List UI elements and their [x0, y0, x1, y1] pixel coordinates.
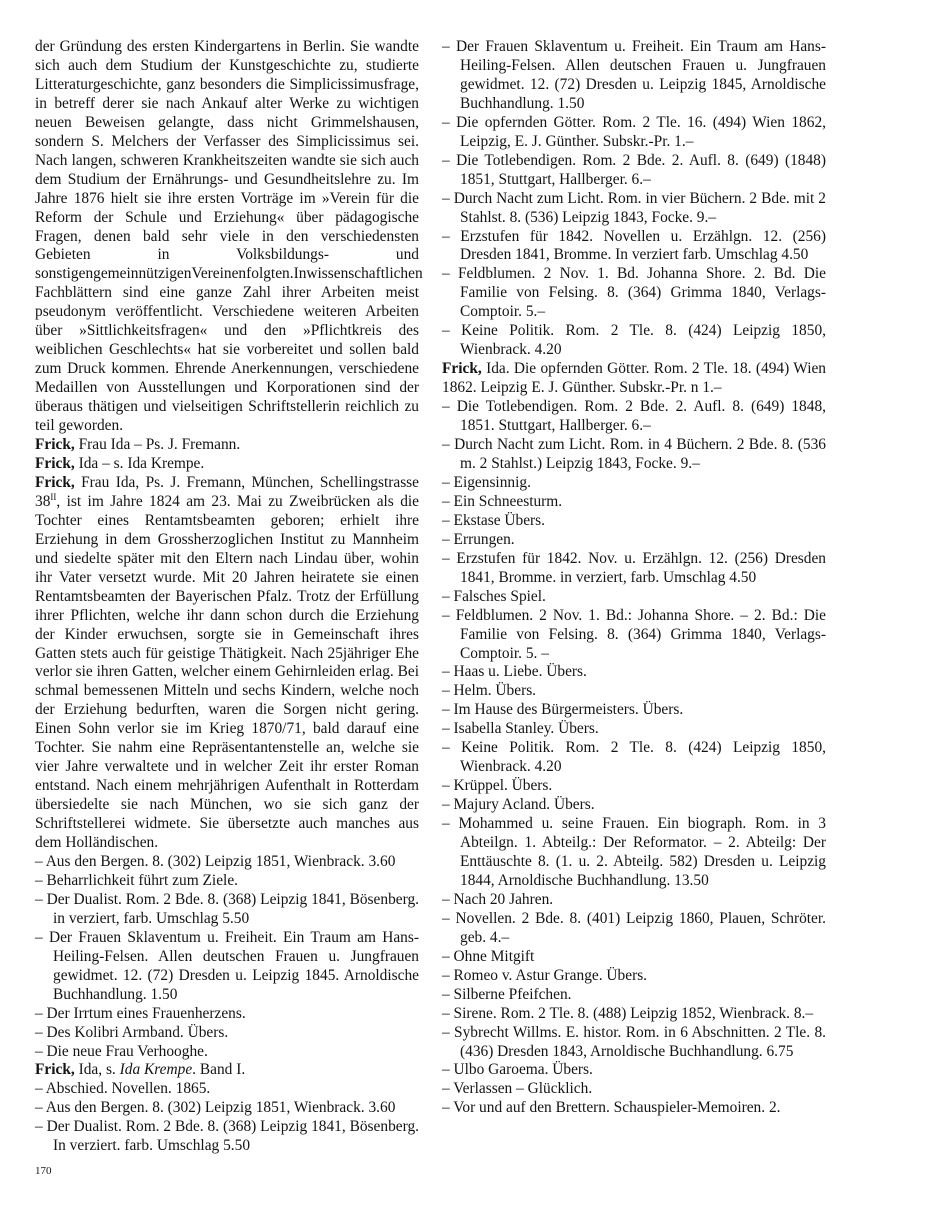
work-entry: – Falsches Spiel. — [442, 587, 546, 605]
entry-name: Frick, — [35, 1061, 75, 1079]
work-entry: – Die neue Frau Verhooghe. — [35, 1042, 208, 1060]
page-number: 170 — [35, 1165, 52, 1177]
work-entry: – Aus den Bergen. 8. (302) Leipzig 1851, Wienbrack. 3.60 — [35, 1099, 396, 1117]
work-entry: – Beharrlichkeit führt zum Ziele. — [35, 871, 238, 889]
work-entry: – Der Irrtum eines Frauenherzens. — [35, 1004, 246, 1022]
work-entry: – Sybrecht Willms. E. histor. Rom. in 6 Abschnitten. 2 Tle. 8. (436) Dresden 1843, Arnoldische Buchhandlung. 6.75 — [442, 1023, 826, 1060]
work-entry: – Verlassen – Glücklich. — [442, 1080, 593, 1098]
biography-entry — [35, 474, 419, 853]
work-entry: – Eigensinnig. — [442, 473, 531, 491]
work-entry: – Der Dualist. Rom. 2 Bde. 8. (368) Leipzig 1841, Bösenberg. in verziert, farb. Umschlag 5.50 — [35, 890, 419, 927]
entry-italic-name: Ida Krempe — [119, 1061, 193, 1079]
work-entry: – Durch Nacht zum Licht. Rom. in 4 Büchern. 2 Bde. 8. (536 m. 2 Stahlst.) Leipzig 1843, Focke. 9.– — [442, 436, 826, 472]
work-entry: – Der Frauen Sklaventum u. Freiheit. Ein Traum am Hans-Heiling-Felsen. Allen deutschen Frauen u. Jungfrauen gewidmet. 12. (72) Dresden u. Leipzig 1845, Arnoldische Buchhandlung. 1.50 — [442, 38, 826, 112]
left-column — [35, 38, 423, 1156]
cross-reference-entry — [35, 436, 419, 455]
works-list — [35, 853, 419, 1061]
work-entry: – Sirene. Rom. 2 Tle. 8. (488) Leipzig 1852, Wienbrack. 8.– — [442, 1004, 814, 1022]
work-entry: – Nach 20 Jahren. — [442, 890, 554, 908]
works-list — [35, 1080, 419, 1156]
cross-reference-entry — [35, 1061, 419, 1080]
work-entry: – Ohne Mitgift — [442, 947, 535, 965]
work-entry: – Die Totlebendigen. Rom. 2 Bde. 2. Aufl. 8. (649) 1848, 1851. Stuttgart, Hallberger. 6.– — [442, 398, 826, 435]
entry-text: . Band I. — [192, 1061, 246, 1079]
work-entry: – Im Hause des Bürgermeisters. Übers. — [442, 701, 684, 719]
biography-entry — [442, 360, 826, 398]
work-entry: – Die opfernden Götter. Rom. 2 Tle. 16. (494) Wien 1862, Leipzig, E. J. Günther. Subskr.-Pr. 1.– — [442, 113, 826, 150]
entry-text: , ist im Jahre 1824 am 23. Mai zu Zweibrücken als die Tochter eines Rentamtsbeamten geboren; erhielt ihre Erziehung in dem Grossherzoglichen Institut zu Mannheim und siedelte später mit den Eltern nach Lindau über, wohin ihr Vater versetzt wurde. Mit 20 Jahren heiratete sie einen Rentamtsbeamten der Bayerischen Pfalz. Trotz der Erfüllung ihrer Pflichten, welche ihr dann schon durch die Erziehung der Kinder erwuchsen, sorgte sie in Gemeinschaft ihres Gatten stets auch für geistige Thätigkeit. Nach 25jähriger Ehe verlor sie ihren Gatten, welcher einem Gehirnleiden erlag. Bei schmal bemessenen Mitteln und sechs Kindern, welche noch der Erziehung bedurften, waren die Sorgen nicht gering. Einen Sohn verlor sie im Krieg 1870/71, bald darauf eine Tochter. Sie nahm eine Repräsentantenstelle an, welche sie vier Jahre verwaltete und in welcher Zeit ihr erster Roman entstand. Nach einem mehrjährigen Aufenthalt in Rotterdam übersiedelte sie nach München, wo sie sich ganz der Schriftstellerei widmete. Sie übersetzte auch manches aus dem Holländischen. — [35, 492, 419, 852]
work-entry: – Feldblumen. 2 Nov. 1. Bd.: Johanna Shore. – 2. Bd.: Die Familie von Felsing. 8. (364) Grimma 1840, Verlags-Comptoir. 5. – — [442, 606, 826, 662]
work-entry: – Der Dualist. Rom. 2 Bde. 8. (368) Leipzig 1841, Bösenberg. In verziert. farb. Umschlag 5.50 — [35, 1118, 419, 1155]
work-entry: – Ulbo Garoema. Übers. — [442, 1061, 593, 1079]
work-entry: – Krüppel. Übers. — [442, 777, 553, 795]
work-entry: – Erzstufen für 1842. Novellen u. Erzählgn. 12. (256) Dresden 1841, Bromme. In verziert farb. Umschlag 4.50 — [442, 227, 826, 264]
entry-name: Frick, — [442, 360, 482, 378]
cross-reference-entry — [35, 455, 419, 474]
work-entry: – Haas u. Liebe. Übers. — [442, 663, 587, 681]
work-entry: – Helm. Übers. — [442, 682, 537, 700]
work-entry: – Vor und auf den Brettern. Schauspieler-Memoiren. 2. — [442, 1099, 781, 1117]
entry-name: Frick, — [35, 473, 75, 491]
work-entry: – Ekstase Übers. — [442, 511, 546, 529]
work-entry: – Abschied. Novellen. 1865. — [35, 1080, 211, 1098]
works-list — [442, 38, 826, 360]
work-entry: – Die Totlebendigen. Rom. 2 Bde. 2. Aufl. 8. (649) (1848) 1851, Stuttgart, Hallberger. 6.– — [442, 151, 826, 188]
works-list — [442, 398, 826, 1118]
work-entry: – Keine Politik. Rom. 2 Tle. 8. (424) Leipzig 1850, Wienbrack. 4.20 — [442, 322, 826, 359]
work-entry: – Majury Acland. Übers. — [442, 796, 595, 814]
bio-continuation: der Gründung des ersten Kindergartens in Berlin. Sie wandte sich auch dem Studium der Kunstgeschichte zu, studierte Litteraturgeschichte, ganz besonders die Simplicissimusfrage, in betreff derer sie nach Ankauf alter Werke zu wichtigen neuen Beweisen gelangte, dass nicht Grimmelshausen, sondern S. Melchers der Verfasser des Simplicissimus sei. Nach langen, schweren Krankheitszeiten wandte sie sich auch dem Studium der Ernährungs- und Gesundheitslehre zu. Im Jahre 1876 hielt sie ihre ersten Vorträge im »Verein für die Reform der Schule und Erziehung« über pädagogische Fragen, denen bald sehr viele in den verschiedensten Gebieten in Volksbildungs- und sonstigengemeinnützigenVereinenfolgten.Inwissenschaftlichen Fachblättern sind eine ganze Zahl ihrer Arbeiten meist pseudonym veröffentlicht. Verschiedene weiteren Arbeiten über »Sittlichkeitsfragen« und den »Pflichtkreis des weiblichen Geschlechts« hat sie vorbereitet und sollen bald zum Druck kommen. Ehrende Anerkennungen, verschiedene Medaillen von Ausstellungen und Korporationen sind der überaus thätigen und vielseitigen Schriftstellerin reichlich zu teil geworden. — [35, 38, 423, 435]
work-entry: – Der Frauen Sklaventum u. Freiheit. Ein Traum am Hans-Heiling-Felsen. Allen deutschen Frauen u. Jungfrauen gewidmet. 12. (72) Dresden u. Leipzig 1845. Arnoldische Buchhandlung. 1.50 — [35, 928, 419, 1003]
work-entry: – Mohammed u. seine Frauen. Ein biograph. Rom. in 3 Abteilgn. 1. Abteilg.: Der Reformator. – 2. Abteilg: Der Enttäuschte 8. (1. u. 2. Abteilg. 582) Dresden u. Leipzig 1844, Arnoldische Buchhandlung. 13.50 — [442, 815, 826, 889]
entry-text: Ida – s. Ida Krempe. — [74, 454, 205, 472]
work-entry: – Silberne Pfeifchen. — [442, 985, 572, 1003]
work-entry: – Isabella Stanley. Übers. — [442, 720, 599, 738]
work-entry: – Keine Politik. Rom. 2 Tle. 8. (424) Leipzig 1850, Wienbrack. 4.20 — [442, 739, 826, 776]
entry-name: Frick, — [35, 454, 75, 472]
address-superscript: II — [50, 491, 57, 502]
work-entry: – Feldblumen. 2 Nov. 1. Bd. Johanna Shore. 2. Bd. Die Familie von Felsing. 8. (364) Grimma 1840, Verlags-Comptoir. 5.– — [442, 265, 826, 321]
work-entry: – Ein Schneesturm. — [442, 492, 563, 510]
entry-text: Ida, s. — [74, 1061, 120, 1079]
right-column — [442, 38, 826, 1118]
work-entry: – Erzstufen für 1842. Nov. u. Erzählgn. 12. (256) Dresden 1841, Bromme. in verziert, farb. Umschlag 4.50 — [442, 549, 826, 586]
entry-text: Frau Ida – Ps. J. Fremann. — [74, 436, 241, 454]
work-entry: – Durch Nacht zum Licht. Rom. in vier Büchern. 2 Bde. mit 2 Stahlst. 8. (536) Leipzig 1843, Focke. 9.– — [442, 189, 826, 226]
entry-text: Ida. Die opfernden Götter. Rom. 2 Tle. 18. (494) Wien 1862. Leipzig E. J. Günther. Subskr.-Pr. n 1.– — [442, 360, 826, 397]
work-entry: – Novellen. 2 Bde. 8. (401) Leipzig 1860, Plauen, Schröter. geb. 4.– — [442, 909, 826, 946]
work-entry: – Des Kolibri Armband. Übers. — [35, 1023, 229, 1041]
work-entry: – Errungen. — [442, 530, 515, 548]
entry-text: Frau Ida, Ps. J. Fremann, München, Schellingstrasse 38 — [35, 473, 419, 510]
work-entry: – Romeo v. Astur Grange. Übers. — [442, 966, 648, 984]
work-entry: – Aus den Bergen. 8. (302) Leipzig 1851, Wienbrack. 3.60 — [35, 852, 396, 870]
entry-name: Frick, — [35, 436, 75, 454]
